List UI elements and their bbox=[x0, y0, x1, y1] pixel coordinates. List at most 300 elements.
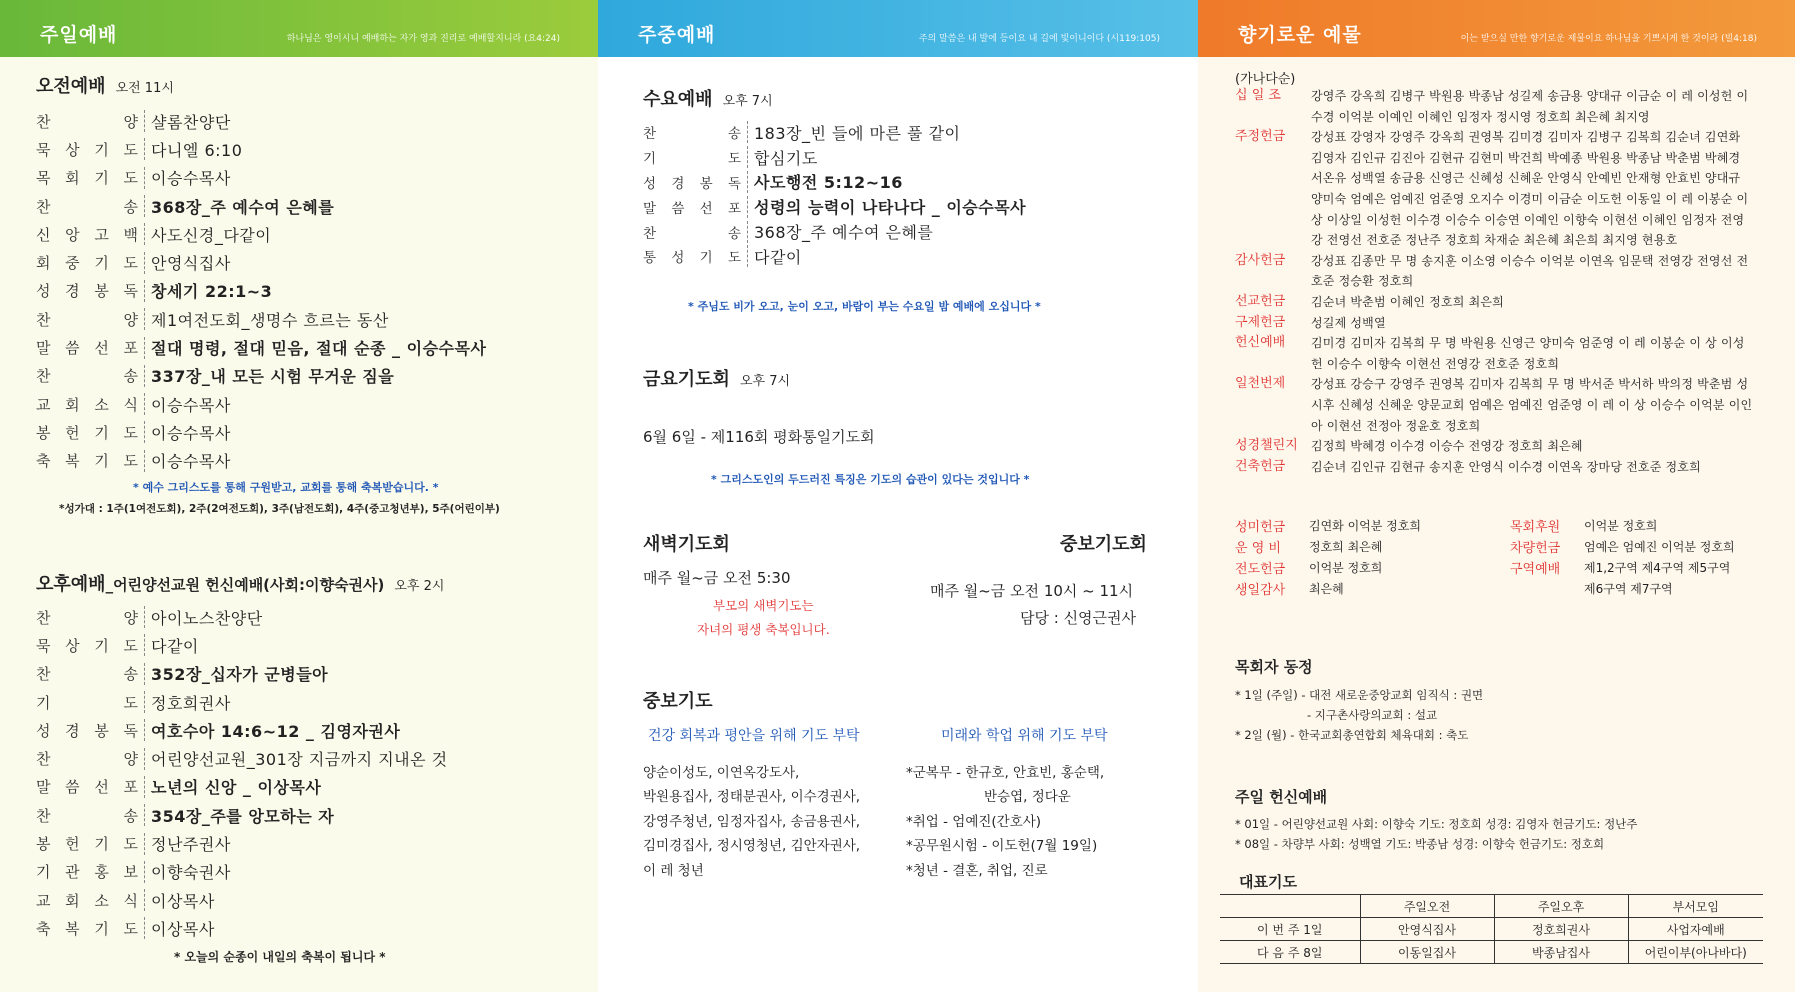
intercessory-meeting-title: 중보기도회 bbox=[1060, 534, 1147, 555]
order-value: 절대 명령, 절대 믿음, 절대 순종 _ 이승수목사 bbox=[151, 339, 487, 359]
order-label-char: 송 bbox=[727, 126, 741, 143]
misc-offering-row bbox=[1235, 578, 1421, 599]
morning-worship-title bbox=[36, 72, 174, 98]
order-label bbox=[36, 833, 140, 854]
future-prayer-line: *취업 - 엄예진(간호사) bbox=[906, 813, 1042, 830]
order-label-char: 상 bbox=[65, 140, 80, 159]
order-divider bbox=[747, 221, 748, 243]
health-prayer-line: 김미경집사, 정시영청년, 김안자권사, bbox=[643, 838, 861, 855]
order-label-char: 통 bbox=[643, 250, 657, 267]
order-value: 샬롬찬양단 bbox=[151, 112, 231, 132]
offering-label: 헌신예배 bbox=[1235, 335, 1286, 351]
order-label-char: 소 bbox=[94, 891, 109, 910]
order-value: 352장_십자가 군병들아 bbox=[151, 665, 329, 685]
order-label-char: 양 bbox=[123, 112, 138, 131]
order-divider bbox=[144, 719, 145, 741]
order-label-char: 기 bbox=[36, 863, 51, 882]
order-value: 368장_주 예수여 은혜를 bbox=[754, 223, 934, 243]
health-prayer-line: 양순이성도, 이연옥강도사, bbox=[643, 765, 800, 781]
order-label bbox=[36, 748, 140, 769]
order-divider bbox=[144, 776, 145, 798]
rep-table-header-row bbox=[1220, 895, 1763, 918]
offering-row bbox=[1235, 251, 1755, 292]
order-label-char: 성 bbox=[643, 175, 657, 192]
order-row bbox=[643, 219, 1026, 244]
order-divider bbox=[144, 606, 145, 628]
order-label-char: 묵 bbox=[36, 636, 51, 655]
order-value: 정난주권사 bbox=[151, 835, 231, 855]
order-row bbox=[36, 914, 448, 942]
choir-note: *성가대 : 1주(1여전도회), 2주(2여전도회), 3주(남전도회), 4주(중고청년부), 5주(어린이부) bbox=[59, 503, 500, 515]
order-divider bbox=[144, 889, 145, 911]
order-label-char: 선 bbox=[94, 339, 109, 358]
order-label bbox=[36, 890, 140, 911]
order-label bbox=[36, 635, 140, 656]
order-label bbox=[643, 197, 743, 217]
offering-label: 건축헌금 bbox=[1235, 458, 1286, 474]
order-value: 이향숙권사 bbox=[151, 863, 231, 883]
order-label-char: 송 bbox=[123, 665, 138, 684]
order-label bbox=[36, 337, 140, 358]
order-label bbox=[36, 394, 140, 415]
sunday-header-title: 주일예배 bbox=[40, 24, 118, 46]
order-label-char: 찬 bbox=[36, 112, 51, 131]
order-row bbox=[36, 135, 486, 163]
offering-row bbox=[1235, 374, 1755, 436]
order-row bbox=[36, 447, 486, 475]
order-label-char: 송 bbox=[123, 806, 138, 825]
dawn-red-line-1: 부모의 새벽기도는 bbox=[713, 598, 814, 613]
afternoon-subtitle: _어린양선교원 헌신예배(사회:이향숙권사) bbox=[105, 576, 385, 594]
order-label-char: 포 bbox=[727, 200, 741, 217]
order-label-char: 축 bbox=[36, 452, 51, 471]
order-label bbox=[36, 224, 140, 245]
order-row bbox=[36, 192, 486, 220]
weekday-worship-column bbox=[598, 0, 1198, 992]
wednesday-order-list bbox=[643, 120, 1026, 269]
dedication-line: * 08일 - 차량부 사회: 성백열 기도: 박종남 성경: 이향숙 헌금기도: 정호희 bbox=[1235, 837, 1605, 851]
order-divider bbox=[747, 146, 748, 168]
offering-label: 일천번제 bbox=[1235, 376, 1286, 392]
order-row bbox=[643, 244, 1026, 269]
order-label-char: 교 bbox=[36, 891, 51, 910]
dawn-red-line-2: 자녀의 평생 축복입니다. bbox=[697, 622, 830, 637]
pastor-news-line: * 1일 (주일) - 대전 새로운중앙교회 임직식 : 권면 bbox=[1235, 688, 1484, 702]
order-row bbox=[36, 716, 448, 744]
order-value: 354장_주를 앙모하는 자 bbox=[151, 806, 335, 826]
order-label-char: 씀 bbox=[671, 200, 685, 217]
rep-table-header-cell: 주일오후 bbox=[1494, 895, 1628, 918]
friday-note: * 그리스도인의 두드러진 특징은 기도의 습관이 있다는 것입니다 * bbox=[711, 473, 1030, 486]
order-label-char: 찬 bbox=[643, 126, 657, 143]
order-label-char: 성 bbox=[36, 282, 51, 301]
order-label-char: 식 bbox=[123, 395, 138, 414]
offering-row bbox=[1235, 436, 1755, 457]
order-label-char: 독 bbox=[727, 175, 741, 192]
order-label-char: 회 bbox=[65, 395, 80, 414]
offering-row bbox=[1235, 313, 1755, 334]
dawn-prayer-title: 새벽기도회 bbox=[643, 534, 730, 555]
afternoon-title-text: 오후예배 bbox=[36, 574, 106, 595]
order-label-char: 도 bbox=[123, 919, 138, 938]
order-label-char: 송 bbox=[123, 367, 138, 386]
order-label bbox=[36, 167, 140, 188]
order-row bbox=[36, 688, 448, 716]
order-divider bbox=[144, 252, 145, 274]
order-value: 사도행전 5:12~16 bbox=[754, 173, 903, 193]
order-row bbox=[36, 631, 448, 659]
order-value: 제1여전도회_생명수 흐르는 동산 bbox=[151, 310, 389, 330]
order-row bbox=[36, 744, 448, 772]
health-prayer-line: 강영주청년, 임정자집사, 송금용권사, bbox=[643, 813, 861, 830]
offering-names: 강성표 강영자 강영주 강옥희 권영복 김미경 김미자 김병구 김복희 김순녀 김연화 김영자 김인규 김진아 김현규 김현미 박건희 박예종 박원용 박종남 박춘범 박혜경 서온유 성백열 송금용 신영근 신혜성 신혜운 안영식 안예빈 안재형 안효빈 양대규 양미숙 엄예은 엄예진 엄준영 오지수 이경미 이금순 이도헌 이동일 이 레 이봉순 이 상 이상일 이성헌 이수경 이승수 이승연 이예인 이향숙 이현선 이혜인 임정자 전영강 전영선 전호준 정난주 정호희 차재순 최은혜 최은희 최지영 현용호 bbox=[1311, 130, 1749, 248]
order-divider bbox=[144, 748, 145, 770]
order-label-char: 도 bbox=[123, 693, 138, 712]
order-row bbox=[36, 248, 486, 276]
order-label-char: 도 bbox=[123, 835, 138, 854]
order-value: 이승수목사 bbox=[151, 169, 231, 189]
order-label bbox=[36, 280, 140, 301]
order-label bbox=[36, 776, 140, 797]
order-value: 183장_빈 들에 마른 풀 같이 bbox=[754, 123, 961, 143]
order-value: 이승수목사 bbox=[151, 423, 231, 443]
rep-table-header-cell: 부서모임 bbox=[1628, 895, 1763, 918]
dedication-worship-list bbox=[1235, 814, 1637, 854]
order-label-char: 말 bbox=[36, 339, 51, 358]
order-value: 이승수목사 bbox=[151, 395, 231, 415]
misc-offering-label: 운 영 비 bbox=[1235, 541, 1281, 556]
order-label-char: 찬 bbox=[36, 310, 51, 329]
misc-offering-row bbox=[1510, 578, 1735, 599]
order-divider bbox=[144, 663, 145, 685]
order-label-char: 묵 bbox=[36, 140, 51, 159]
order-label-char: 도 bbox=[123, 423, 138, 442]
order-label-char: 양 bbox=[123, 608, 138, 627]
order-label-char: 상 bbox=[65, 636, 80, 655]
pastor-news-line: - 지구촌사랑의교회 : 설교 bbox=[1307, 708, 1438, 722]
misc-offerings-right bbox=[1510, 515, 1735, 599]
order-label-char: 복 bbox=[65, 452, 80, 471]
order-label-char: 봉 bbox=[36, 423, 51, 442]
order-label-char: 축 bbox=[36, 919, 51, 938]
order-label bbox=[36, 663, 140, 684]
order-divider bbox=[144, 337, 145, 359]
rep-table-cell: 박종남집사 bbox=[1494, 941, 1628, 964]
offering-header-verse: 이는 받으실 만한 향기로운 제물이요 하나님을 기쁘시게 한 것이라 (빌4:18) bbox=[1460, 34, 1757, 44]
dedication-line: * 01일 - 어린양선교원 사회: 이향숙 기도: 정호희 성경: 김영자 헌금기도: 정난주 bbox=[1235, 817, 1638, 831]
order-row bbox=[36, 305, 486, 333]
offering-names: 김정희 박혜경 이수경 이승수 전영강 정호희 최은혜 bbox=[1311, 439, 1583, 454]
order-label-char: 경 bbox=[65, 721, 80, 740]
order-divider bbox=[144, 833, 145, 855]
order-divider bbox=[144, 421, 145, 443]
order-label-char: 보 bbox=[123, 863, 138, 882]
pastor-news-line: * 2일 (월) - 한국교회총연합회 체육대회 : 축도 bbox=[1235, 728, 1469, 742]
order-value: 창세기 22:1~3 bbox=[151, 282, 273, 302]
offering-row bbox=[1235, 127, 1755, 251]
order-value: 합심기도 bbox=[754, 148, 818, 168]
order-label-char: 말 bbox=[36, 778, 51, 797]
sunday-header-verse: 하나님은 영이시니 예배하는 자가 영과 진리로 예배할지니라 (요4:24) bbox=[286, 34, 560, 44]
order-value: 다니엘 6:10 bbox=[151, 140, 243, 160]
order-label bbox=[643, 147, 743, 167]
rep-table-header-cell: 주일오전 bbox=[1360, 895, 1494, 918]
order-label-char: 목 bbox=[36, 169, 51, 188]
order-label bbox=[643, 222, 743, 242]
order-label-char: 기 bbox=[94, 140, 109, 159]
order-row bbox=[36, 362, 486, 390]
order-label-char: 경 bbox=[65, 282, 80, 301]
rep-table-row bbox=[1220, 918, 1763, 941]
order-label-char: 봉 bbox=[94, 721, 109, 740]
order-label bbox=[36, 692, 140, 713]
offering-header-title: 향기로운 예물 bbox=[1238, 24, 1362, 46]
order-label-char: 도 bbox=[123, 254, 138, 273]
morning-title-text: 오전예배 bbox=[36, 76, 106, 97]
order-label-char: 도 bbox=[727, 250, 741, 267]
order-row bbox=[36, 801, 448, 829]
order-label bbox=[36, 365, 140, 386]
order-label-char: 포 bbox=[123, 339, 138, 358]
order-label-char: 경 bbox=[671, 175, 685, 192]
pastor-news-title: 목회자 동정 bbox=[1235, 658, 1313, 676]
order-label-char: 선 bbox=[699, 200, 713, 217]
rep-table-header-cell bbox=[1220, 895, 1360, 918]
wed-title-text: 수요예배 bbox=[643, 89, 713, 110]
misc-offering-value: 제6구역 제7구역 bbox=[1584, 582, 1673, 596]
order-label-char: 독 bbox=[123, 282, 138, 301]
misc-offering-label: 성미헌금 bbox=[1235, 520, 1286, 535]
order-row bbox=[36, 418, 486, 446]
order-label-char: 기 bbox=[94, 423, 109, 442]
order-label-char: 선 bbox=[94, 778, 109, 797]
order-value: 이승수목사 bbox=[151, 452, 231, 472]
order-divider bbox=[747, 196, 748, 218]
order-label-char: 식 bbox=[123, 891, 138, 910]
order-label-char: 찬 bbox=[643, 225, 657, 242]
order-label-char: 회 bbox=[65, 891, 80, 910]
order-label bbox=[643, 122, 743, 142]
order-value: 아이노스찬양단 bbox=[151, 608, 263, 628]
fri-title-text: 금요기도회 bbox=[643, 369, 730, 390]
health-prayer-line: 박원용집사, 정태분권사, 이수경권사, bbox=[643, 789, 861, 806]
order-divider bbox=[144, 138, 145, 160]
rep-table-cell: 안영식집사 bbox=[1360, 918, 1494, 941]
order-label-char: 회 bbox=[65, 169, 80, 188]
offering-header bbox=[1198, 0, 1795, 57]
order-value: 정호희권사 bbox=[151, 693, 231, 713]
intercessory-meeting-time: 매주 월~금 오전 10시 ~ 11시 bbox=[930, 582, 1134, 600]
order-label-char: 찬 bbox=[36, 750, 51, 769]
misc-offering-value: 이억분 정호희 bbox=[1309, 561, 1383, 575]
misc-offering-value: 김연화 이억분 정호희 bbox=[1309, 519, 1421, 533]
order-row bbox=[36, 829, 448, 857]
rep-table-cell: 이 번 주 1일 bbox=[1220, 918, 1360, 941]
order-value: 이상목사 bbox=[151, 891, 215, 911]
weekday-header bbox=[598, 0, 1198, 57]
sunday-worship-column bbox=[0, 0, 598, 992]
order-divider bbox=[144, 861, 145, 883]
rep-table-cell: 다 음 주 8일 bbox=[1220, 941, 1360, 964]
order-divider bbox=[747, 245, 748, 267]
order-label-char: 헌 bbox=[65, 835, 80, 854]
order-value: 어린양선교원_301장 지금까지 지내온 것 bbox=[151, 750, 448, 770]
order-label-char: 씀 bbox=[65, 778, 80, 797]
order-divider bbox=[144, 365, 145, 387]
offering-names: 강성표 김종만 무 명 송지훈 이소영 이승수 이억분 이연옥 임문택 전영강 전영선 전호준 정승환 정호희 bbox=[1311, 253, 1749, 289]
order-divider bbox=[144, 804, 145, 826]
future-prayer-line: *공무원시험 - 이도헌(7월 19일) bbox=[906, 838, 1098, 855]
order-value: 다같이 bbox=[754, 247, 802, 267]
offering-row bbox=[1235, 457, 1755, 478]
misc-offering-value: 엄예은 엄예진 이억분 정호희 bbox=[1584, 540, 1735, 554]
misc-offering-label: 목회후원 bbox=[1510, 520, 1561, 535]
weekday-header-verse: 주의 말씀은 내 발에 등이요 내 길에 빛이니이다 (시119:105) bbox=[918, 34, 1160, 44]
misc-offering-label: 생일감사 bbox=[1235, 583, 1286, 598]
order-label-char: 기 bbox=[94, 919, 109, 938]
rep-table-cell: 어린이부(아나바다) bbox=[1628, 941, 1763, 964]
order-label-char: 양 bbox=[123, 750, 138, 769]
order-label-char: 찬 bbox=[36, 197, 51, 216]
order-label bbox=[36, 805, 140, 826]
order-label-char: 기 bbox=[94, 835, 109, 854]
misc-offering-value: 이억분 정호희 bbox=[1584, 519, 1658, 533]
order-row bbox=[36, 886, 448, 914]
order-row bbox=[36, 603, 448, 631]
offering-names: 김미경 김미자 김복희 무 명 박원용 신영근 양미숙 엄준영 이 레 이봉순 이 상 이성헌 이승수 이향숙 이현선 전영강 전호준 정호희 bbox=[1311, 336, 1745, 371]
morning-time: 오전 11시 bbox=[115, 81, 174, 96]
order-label-char: 기 bbox=[94, 254, 109, 273]
afternoon-worship-title bbox=[36, 570, 444, 596]
order-divider bbox=[144, 110, 145, 132]
order-label-char: 기 bbox=[94, 636, 109, 655]
order-value: 성령의 능력이 나타나다 _ 이승수목사 bbox=[754, 198, 1027, 218]
order-label bbox=[36, 918, 140, 939]
order-label bbox=[36, 422, 140, 443]
offering-label: 구제헌금 bbox=[1235, 314, 1286, 330]
order-divider bbox=[144, 691, 145, 713]
offering-names: 김순녀 박춘범 이혜인 정호희 최은희 bbox=[1311, 294, 1504, 309]
pastor-news-list bbox=[1235, 685, 1483, 745]
misc-offering-value: 정호희 최은혜 bbox=[1309, 540, 1383, 554]
order-label-char: 찬 bbox=[36, 665, 51, 684]
order-label-char: 도 bbox=[123, 140, 138, 159]
order-label-char: 성 bbox=[671, 250, 685, 267]
order-row bbox=[36, 107, 486, 135]
order-row bbox=[36, 390, 486, 418]
order-label bbox=[36, 309, 140, 330]
misc-offering-value: 최은혜 bbox=[1309, 582, 1344, 596]
order-label-char: 봉 bbox=[699, 175, 713, 192]
order-label bbox=[643, 172, 743, 192]
order-label-char: 기 bbox=[36, 693, 51, 712]
order-label-char: 중 bbox=[65, 254, 80, 273]
future-prayer-line: *군복무 - 한규호, 안효빈, 홍순택, bbox=[906, 765, 1105, 781]
order-label-char: 백 bbox=[123, 225, 138, 244]
sunday-header bbox=[0, 0, 598, 57]
health-prayer-heading: 건강 회복과 평안을 위해 기도 부탁 bbox=[648, 728, 860, 744]
order-label-char: 말 bbox=[643, 200, 657, 217]
misc-offering-row bbox=[1510, 557, 1735, 578]
order-value: 여호수아 14:6~12 _ 김영자권사 bbox=[151, 721, 401, 741]
order-label bbox=[36, 196, 140, 217]
order-label bbox=[36, 139, 140, 160]
future-prayer-list bbox=[906, 761, 1104, 883]
order-divider bbox=[144, 167, 145, 189]
intercessory-meeting-charge: 담당 : 신영근권사 bbox=[1020, 609, 1137, 627]
order-label-char: 봉 bbox=[94, 282, 109, 301]
order-label bbox=[36, 607, 140, 628]
misc-offering-row bbox=[1235, 515, 1421, 536]
friday-prayer-text: 6월 6일 - 제116회 평화통일기도회 bbox=[643, 428, 875, 446]
morning-note: * 예수 그리스도를 통해 구원받고, 교회를 통해 축복받습니다. * bbox=[133, 481, 439, 494]
misc-offering-row bbox=[1510, 515, 1735, 536]
offering-names: 김순녀 김인규 김현규 송지훈 안영식 이수경 이연옥 장마당 전호준 정호희 bbox=[1311, 459, 1701, 474]
afternoon-order-list bbox=[36, 603, 448, 943]
order-value: 368장_주 예수여 은혜를 bbox=[151, 197, 335, 217]
order-label bbox=[36, 252, 140, 273]
order-label-char: 송 bbox=[727, 225, 741, 242]
order-label-char: 교 bbox=[36, 395, 51, 414]
order-label-char: 기 bbox=[94, 169, 109, 188]
order-label-char: 씀 bbox=[65, 339, 80, 358]
order-label-char: 회 bbox=[36, 254, 51, 273]
offering-names: 강성표 강승구 강영주 권영복 김미자 김복희 무 명 박서준 박서하 박의정 박춘범 성시후 신혜성 신혜운 양문교회 엄예은 엄예진 엄준영 이 레 이 상 이승수 이억분 이인아 이현선 전정아 정윤호 정호희 bbox=[1311, 377, 1753, 433]
misc-offering-label: 전도헌금 bbox=[1235, 562, 1286, 577]
offering-names: 성길제 성백열 bbox=[1311, 315, 1386, 330]
order-label-char: 찬 bbox=[36, 367, 51, 386]
order-row bbox=[643, 194, 1026, 219]
offering-names: 강영주 강옥희 김병구 박원용 박종남 성길제 송금용 양대규 이금순 이 레 이성헌 이수경 이억분 이예인 이혜인 임정자 정시영 정호희 최은혜 최지영 bbox=[1311, 89, 1749, 124]
offering-label: 감사헌금 bbox=[1235, 252, 1286, 268]
order-label-char: 도 bbox=[123, 169, 138, 188]
rep-table-row bbox=[1220, 941, 1763, 964]
order-divider bbox=[144, 393, 145, 415]
future-prayer-line: 반승엽, 정다운 bbox=[984, 789, 1071, 806]
misc-offering-label: 차량헌금 bbox=[1510, 541, 1561, 556]
order-label-char: 기 bbox=[699, 250, 713, 267]
order-row bbox=[643, 170, 1026, 195]
rep-table-cell: 이동일집사 bbox=[1360, 941, 1494, 964]
order-label-char: 헌 bbox=[65, 423, 80, 442]
representative-prayer-title: 대표기도 bbox=[1239, 873, 1297, 891]
order-divider bbox=[144, 308, 145, 330]
offering-row bbox=[1235, 292, 1755, 313]
misc-offering-value: 제1,2구역 제4구역 제5구역 bbox=[1584, 561, 1731, 575]
order-label-char: 도 bbox=[123, 452, 138, 471]
intercessory-prayer-title: 중보기도 bbox=[643, 691, 713, 712]
order-row bbox=[36, 773, 448, 801]
wednesday-worship-title bbox=[643, 85, 773, 111]
order-divider bbox=[747, 171, 748, 193]
order-label-char: 앙 bbox=[65, 225, 80, 244]
offering-label: 주정헌금 bbox=[1235, 129, 1286, 145]
order-label-char: 복 bbox=[65, 919, 80, 938]
offering-list bbox=[1235, 86, 1755, 477]
representative-prayer-table bbox=[1220, 894, 1763, 964]
order-divider bbox=[144, 634, 145, 656]
order-label bbox=[36, 861, 140, 882]
offering-row bbox=[1235, 333, 1755, 374]
order-label-char: 도 bbox=[123, 636, 138, 655]
order-label-char: 도 bbox=[727, 151, 741, 168]
offering-label: 선교헌금 bbox=[1235, 293, 1286, 309]
misc-offering-row bbox=[1235, 536, 1421, 557]
order-value: 이상목사 bbox=[151, 919, 215, 939]
order-row bbox=[36, 660, 448, 688]
order-label bbox=[36, 720, 140, 741]
order-row bbox=[643, 145, 1026, 170]
